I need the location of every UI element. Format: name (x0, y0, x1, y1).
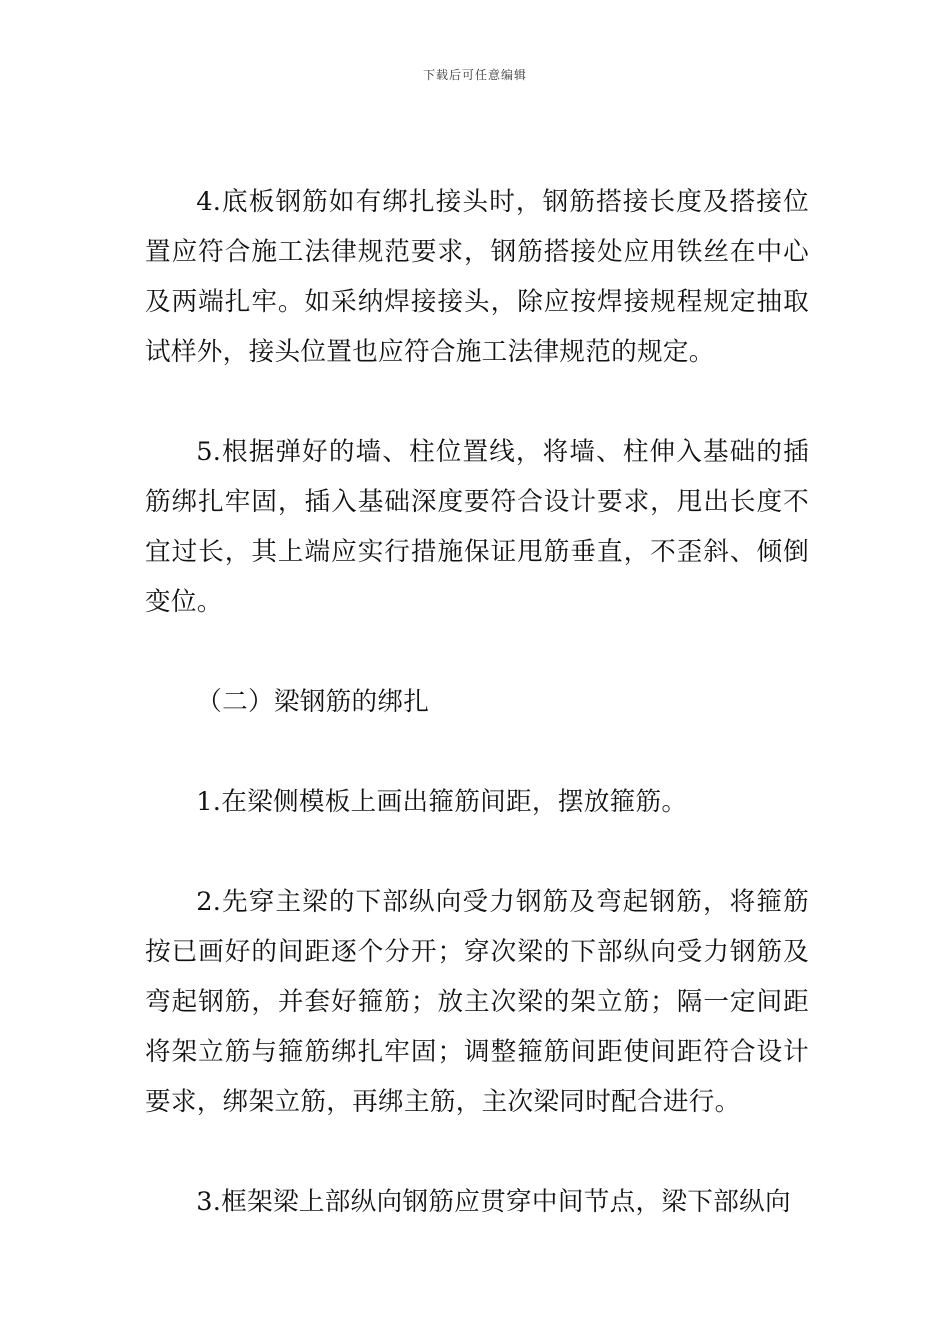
paragraph-item-3: 3.框架梁上部纵向钢筋应贯穿中间节点，梁下部纵向 (196, 1187, 791, 1217)
document-body (145, 177, 809, 1277)
paragraph-item-2: 2.先穿主梁的下部纵向受力钢筋及弯起钢筋，将箍筋按已画好的间距逐个分开；穿次梁的下部纵向受力钢筋及弯起钢筋，并套好箍筋；放主次梁的架立筋；隔一定间距将架立筋与箍筋绑扎牢固；调整箍筋间距使间距符合设计要求，绑架立筋，再绑主筋，主次梁同时配合进行。 (145, 887, 809, 1117)
section-heading: （二）梁钢筋的绑扎 (196, 687, 430, 717)
paragraph-item-4: 4.底板钢筋如有绑扎接头时，钢筋搭接长度及搭接位置应符合施工法律规范要求，钢筋搭接处应用铁丝在中心及两端扎牢。如采纳焊接接头，除应按焊接规程规定抽取试样外，接头位置也应符合施工法律规范的规定。 (145, 187, 809, 367)
page-header: 下载后可任意编辑 (422, 68, 527, 82)
paragraph-item-5: 5.根据弹好的墙、柱位置线，将墙、柱伸入基础的插筋绑扎牢固，插入基础深度要符合设计要求，甩出长度不宜过长，其上端应实行措施保证甩筋垂直，不歪斜、倾倒变位。 (145, 437, 809, 617)
paragraph-item-1: 1.在梁侧模板上画出箍筋间距，摆放箍筋。 (196, 787, 688, 817)
